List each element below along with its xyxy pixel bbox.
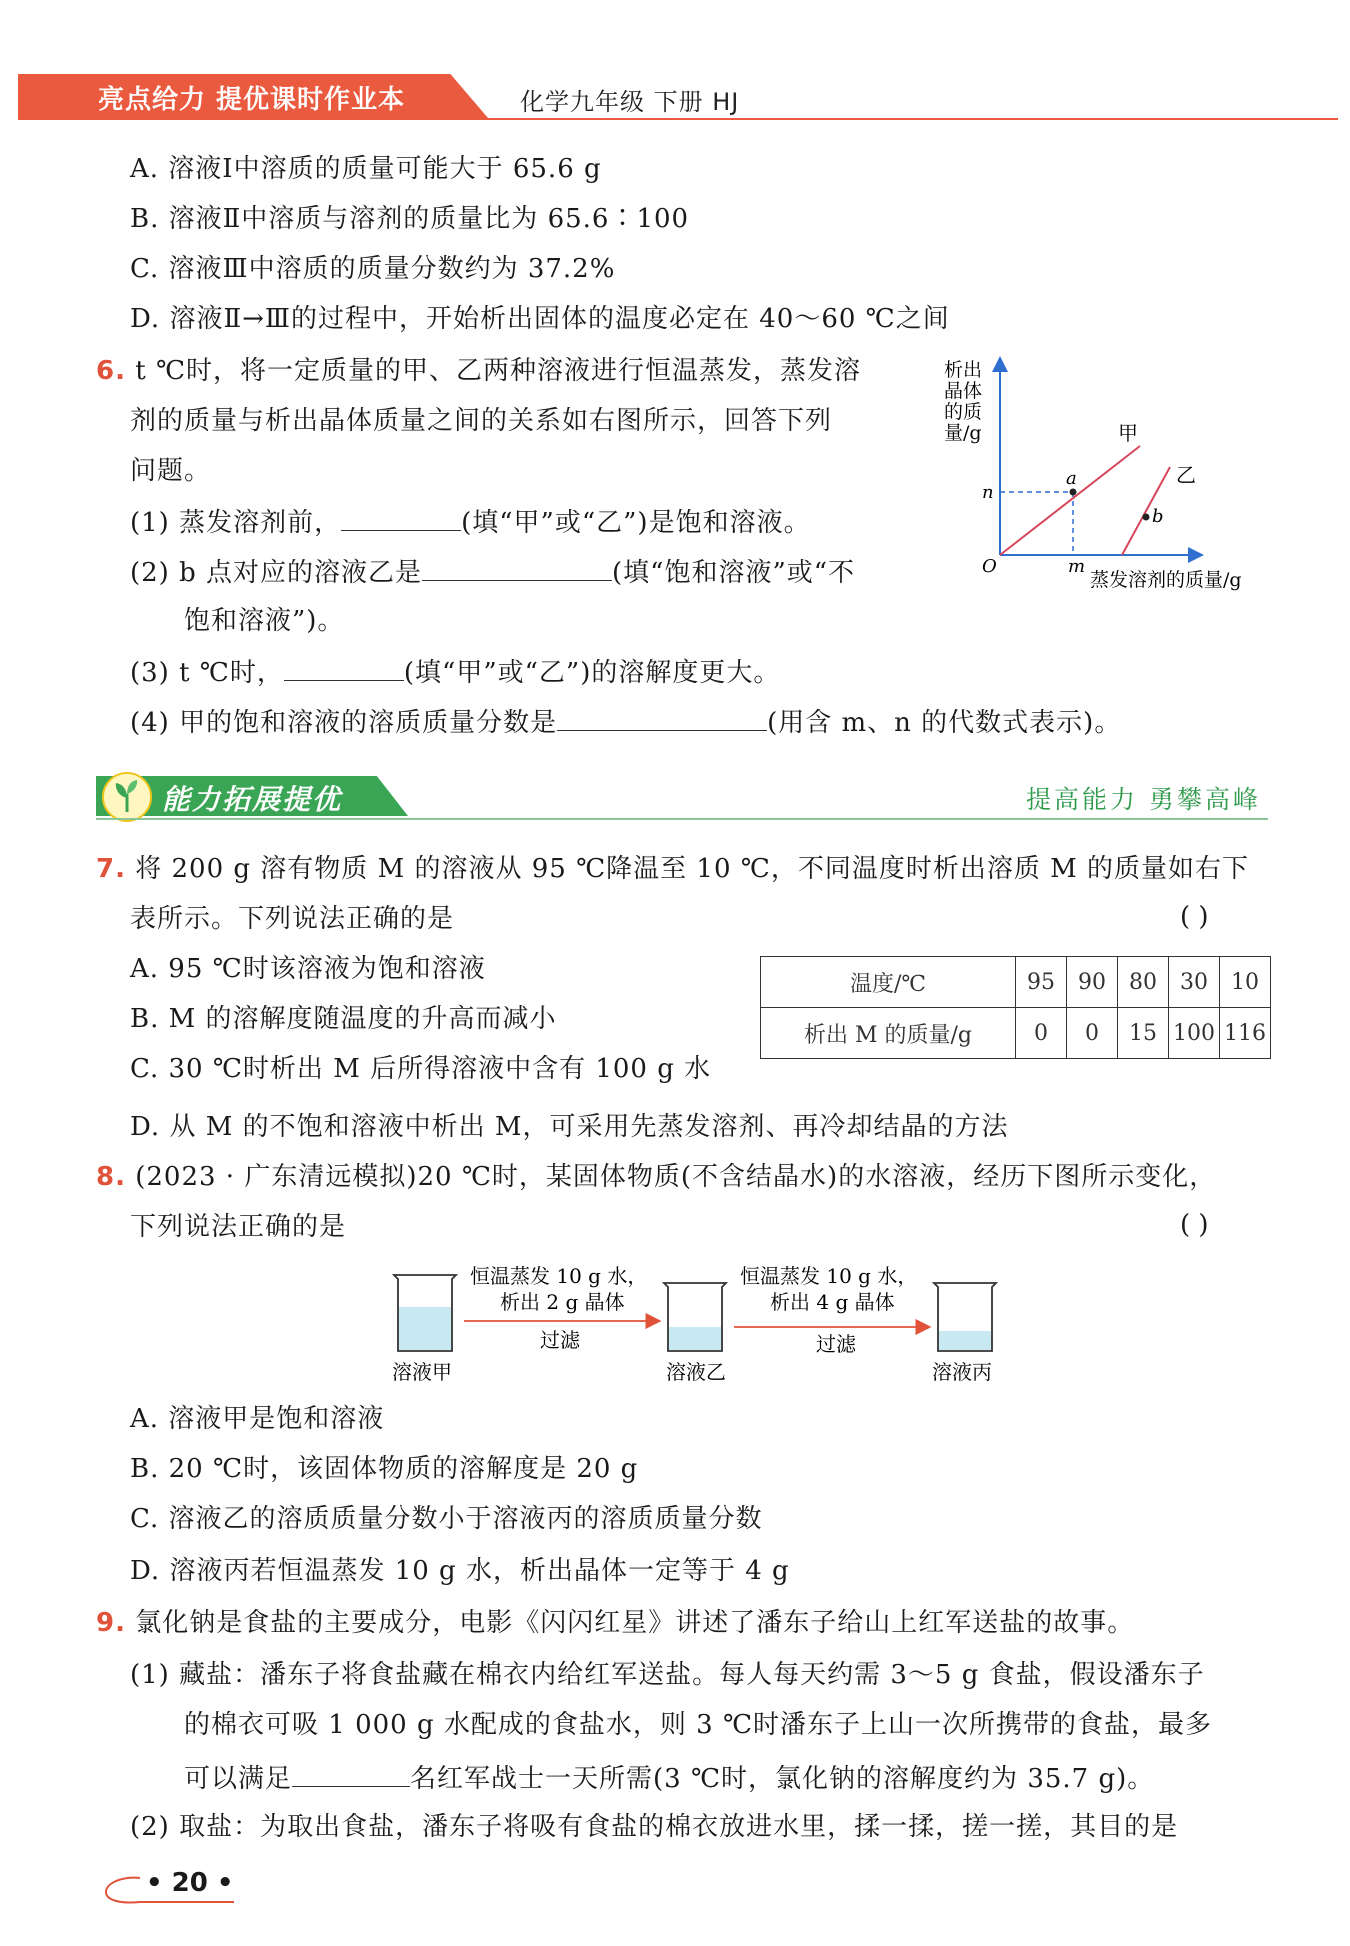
beaker-label-yi: 溶液乙 [666,1360,726,1384]
q8-number: 8. [96,1162,126,1192]
q7-option-b: B. M 的溶解度随温度的升高而减小 [130,1004,557,1034]
step1-line2: 析出 2 g 晶体 [500,1290,625,1314]
solution-yi [669,1327,721,1350]
q6-number: 6. [96,356,126,386]
q6-part-2: (2) b 点对应的溶液乙是 (填“饱和溶液”或“不 [130,554,855,590]
section-rule [96,818,1268,820]
point-a [1070,489,1077,496]
section-title: 能力拓展提优 [162,783,343,816]
q7-number: 7. [96,854,126,884]
table-cell: 80 [1118,957,1169,1008]
q6-part-1: (1) 蒸发溶剂前， (填“甲”或“乙”)是饱和溶液。 [130,504,811,540]
graph-ylabel-1: 析出 [944,359,983,381]
q6-graph [930,350,1290,600]
table-cell: 30 [1169,957,1220,1008]
q6-stem-2: 剂的质量与析出晶体质量之间的关系如右图所示，回答下列 [130,406,833,436]
step1-filter: 过滤 [540,1328,580,1352]
sprout-icon [100,770,154,824]
q7-table [760,956,1271,1059]
q9-part-1-answer: 可以满足 名红军战士一天所需(3 ℃时，氯化钠的溶解度约为 35.7 g)。 [184,1760,1154,1796]
step1-line1: 恒温蒸发 10 g 水， [470,1264,648,1288]
q7-option-c: C. 30 ℃时析出 M 后所得溶液中含有 100 g 水 [130,1054,712,1084]
point-b [1143,514,1150,521]
step2-line2: 析出 4 g 晶体 [770,1290,895,1314]
table-cell: 100 [1169,1008,1220,1059]
beaker-label-jia: 溶液甲 [392,1360,452,1384]
label-n: n [982,482,994,503]
q8-option-d: D. 溶液丙若恒温蒸发 10 g 水，析出晶体一定等于 4 g [130,1556,790,1586]
q7-option-d: D. 从 M 的不饱和溶液中析出 M，可采用先蒸发溶剂、再冷却结晶的方法 [130,1112,1009,1142]
table-head-mass: 析出 M 的质量/g [761,1008,1016,1059]
answer-blank[interactable] [422,554,612,581]
table-cell: 95 [1016,957,1067,1008]
q8-option-a: A. 溶液甲是饱和溶液 [130,1404,385,1434]
q8-option-c: C. 溶液乙的溶质质量分数小于溶液丙的溶质质量分数 [130,1504,763,1534]
line-jia [1000,446,1140,555]
q7-stem-1: 7. 将 200 g 溶有物质 M 的溶液从 95 ℃降温至 10 ℃，不同温度时析出溶质 M 的质量如右下 [96,854,1249,884]
q9-part-1: (1) 藏盐：潘东子将食盐藏在棉衣内给红军送盐。每人每天约需 3～5 g 食盐，假设潘东子 [130,1660,1205,1690]
step2-line1: 恒温蒸发 10 g 水， [740,1264,918,1288]
q9-part-2: (2) 取盐：为取出食盐，潘东子将吸有食盐的棉衣放进水里，揉一揉，搓一搓，其目的是 [130,1812,1179,1842]
answer-blank[interactable] [292,1760,410,1787]
table-cell: 15 [1118,1008,1169,1059]
q7-answer-paren[interactable]: ( ) [1180,902,1209,932]
header-subject: 化学九年级 下册 HJ [520,88,740,116]
graph-ylabel-2: 晶体 [944,380,983,402]
answer-blank[interactable] [284,654,404,681]
header-brand: 亮点给力 提优课时作业本 [98,85,406,115]
table-cell: 0 [1016,1008,1067,1059]
label-b: b [1152,506,1164,527]
q8-answer-paren[interactable]: ( ) [1180,1210,1209,1240]
q6-part-3: (3) t ℃时， (填“甲”或“乙”)的溶解度更大。 [130,654,780,690]
table-cell: 90 [1067,957,1118,1008]
q9-number: 9. [96,1608,126,1638]
solution-jia [399,1307,451,1350]
solution-bing [939,1331,991,1350]
q8-option-b: B. 20 ℃时，该固体物质的溶解度是 20 g [130,1454,639,1484]
graph-xlabel: 蒸发溶剂的质量/g [1090,569,1242,591]
header-rule [18,118,1338,120]
q8-diagram [380,1255,1020,1390]
section-slogan: 提高能力 勇攀高峰 [1026,785,1261,814]
table-row [761,957,1271,1008]
label-origin: O [982,556,997,577]
graph-ylabel-3: 的质 [944,401,983,423]
beaker-label-bing: 溶液丙 [932,1360,992,1384]
table-row [761,1008,1271,1059]
q5-option-a: A. 溶液Ⅰ中溶质的质量可能大于 65.6 g [130,154,602,184]
q6-stem-1: 6. t ℃时，将一定质量的甲、乙两种溶液进行恒温蒸发，蒸发溶 [96,356,862,386]
table-cell: 10 [1220,957,1271,1008]
label-yi: 乙 [1176,463,1196,487]
q7-option-a: A. 95 ℃时该溶液为饱和溶液 [130,954,486,984]
label-jia: 甲 [1118,421,1138,445]
q9-stem: 9. 氯化钠是食盐的主要成分，电影《闪闪红星》讲述了潘东子给山上红军送盐的故事。 [96,1608,1135,1638]
q6-stem-3: 问题。 [130,456,212,486]
q5-option-d: D. 溶液Ⅱ→Ⅲ的过程中，开始析出固体的温度必定在 40～60 ℃之间 [130,304,950,334]
q7-stem-2: 表所示。下列说法正确的是 [130,904,455,934]
q6-part-4: (4) 甲的饱和溶液的溶质质量分数是 (用含 m、n 的代数式表示)。 [130,704,1121,740]
q6-part-2-cont: 饱和溶液”)。 [184,606,345,636]
answer-blank[interactable] [341,504,461,531]
q8-stem-1: 8. (2023 · 广东清远模拟)20 ℃时，某固体物质(不含结晶水)的水溶液，经历下图所示变化， [96,1162,1217,1192]
q5-option-c: C. 溶液Ⅲ中溶质的质量分数约为 37.2% [130,254,616,284]
step2-filter: 过滤 [816,1332,856,1356]
graph-ylabel-4: 量/g [944,422,982,444]
label-m: m [1068,556,1086,577]
q8-stem-2: 下列说法正确的是 [130,1212,347,1242]
label-a: a [1066,468,1077,489]
table-cell: 116 [1220,1008,1271,1059]
page-number: • 20 • [146,1868,234,1898]
table-cell: 0 [1067,1008,1118,1059]
table-head-temp: 温度/℃ [761,957,1016,1008]
answer-blank[interactable] [557,704,767,731]
q5-option-b: B. 溶液Ⅱ中溶质与溶剂的质量比为 65.6∶100 [130,204,690,234]
q9-part-1-cont: 的棉衣可吸 1 000 g 水配成的食盐水，则 3 ℃时潘东子上山一次所携带的食盐，最多 [184,1710,1213,1740]
